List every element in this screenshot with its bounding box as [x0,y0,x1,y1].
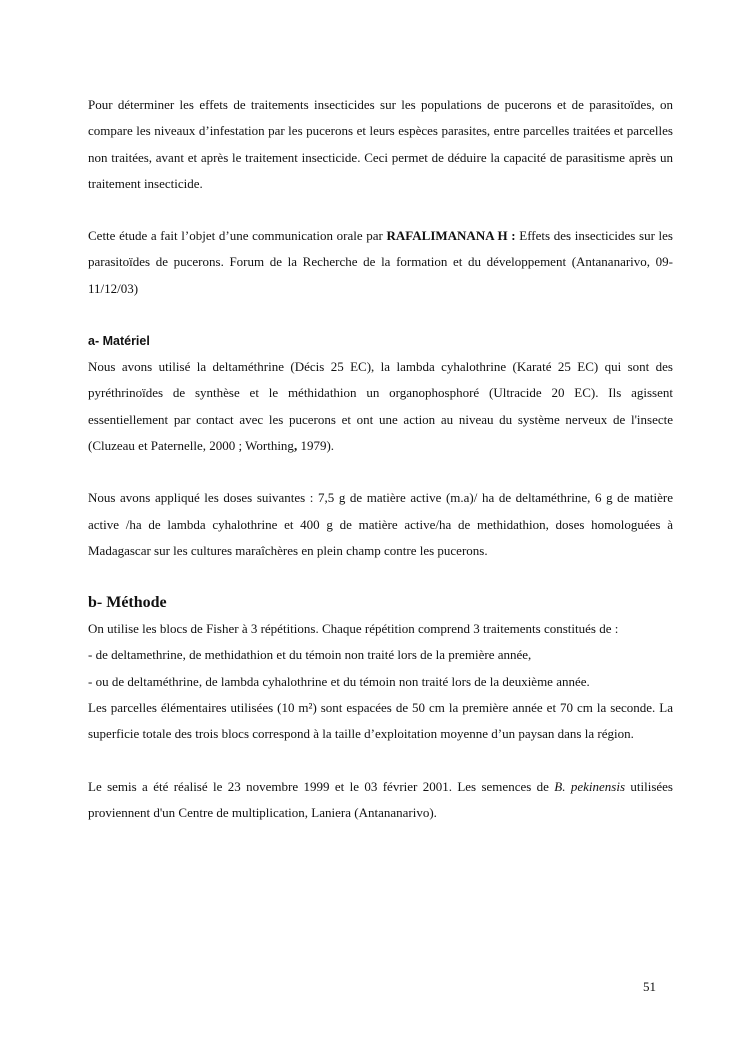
page-number: 51 [643,979,656,994]
materiel-paragraph-1-end: 1979). [297,437,335,453]
materiel-paragraph-1-bold-comma: , [293,437,298,453]
intro-paragraph-2 [88,223,673,302]
methode-paragraph-3-end: utilisées proviennent d'un Centre de multiplication, Laniera (Antananarivo). [88,778,673,820]
methode-paragraph-2: Les parcelles élémentaires utilisées (10 m²) sont espacées de 50 cm la première année et 70 cm la seconde. La superficie totale des trois blocs correspond à la taille d’exploitation moyenne d’un paysan dans la région. [88,700,673,742]
intro-paragraph-1: Pour déterminer les effets de traitements insecticides sur les populations de pucerons et de parasitoïdes, on compare les niveaux d’infestation par les pucerons et leurs espèces parasites, entre parcelles traitées et parcelles non traitées, avant et après le traitement insecticide. Ceci permet de déduire la capacité de parasitisme après un traitement insecticide. [88,97,673,191]
author-name: RAFALIMANANA H : [386,228,516,244]
species-name: B. pekinensis [554,778,626,794]
intro-paragraph-2-start: Cette étude a fait l’objet d’une communication orale par [88,228,387,244]
document-body [88,92,673,826]
methode-paragraph-3 [88,774,673,827]
materiel-paragraph-1 [88,354,673,459]
methode-list-item-2: - ou de deltaméthrine, de lambda cyhalothrine et du témoin non traité lors de la deuxième année. [88,673,590,689]
methode-list-item-1: - de deltamethrine, de methidathion et du témoin non traité lors de la première année, [88,647,532,663]
materiel-paragraph-1-start: Nous avons utilisé la deltaméthrine (Décis 25 EC), la lambda cyhalothrine (Karaté 25 EC) qui sont des pyréthrinoïdes de synthèse et le méthidathion un organophosphoré (Ultracide 20 EC). Ils agissent essentiellement par contact avec les pucerons et ont une action au niveau du système nerveux de l'insecte (Cluzeau et Paternelle, 2000 ; Worthing [88,359,673,453]
materiel-paragraph-2: Nous avons appliqué les doses suivantes : 7,5 g de matière active (m.a)/ ha de deltaméthrine, 6 g de matière active /ha de lambda cyhalothrine et 400 g de matière active/ha de methidathion, doses homologuées à Madagascar sur les cultures maraîchères en plein champ contre les pucerons. [88,490,673,558]
intro-paragraph-2-end: Effets des insecticides sur les parasitoïdes de pucerons. Forum de la Recherche de la formation et du développement (Antananarivo, 09-11/12/03) [88,228,673,296]
methode-paragraph-1: On utilise les blocs de Fisher à 3 répétitions. Chaque répétition comprend 3 traitements constitués de : [88,621,619,637]
methode-paragraph-3-start: Le semis a été réalisé le 23 novembre 1999 et le 03 février 2001. Les semences de [88,778,555,794]
section-heading-materiel: a- Matériel [88,334,150,349]
section-heading-methode: b- Méthode [88,594,167,612]
